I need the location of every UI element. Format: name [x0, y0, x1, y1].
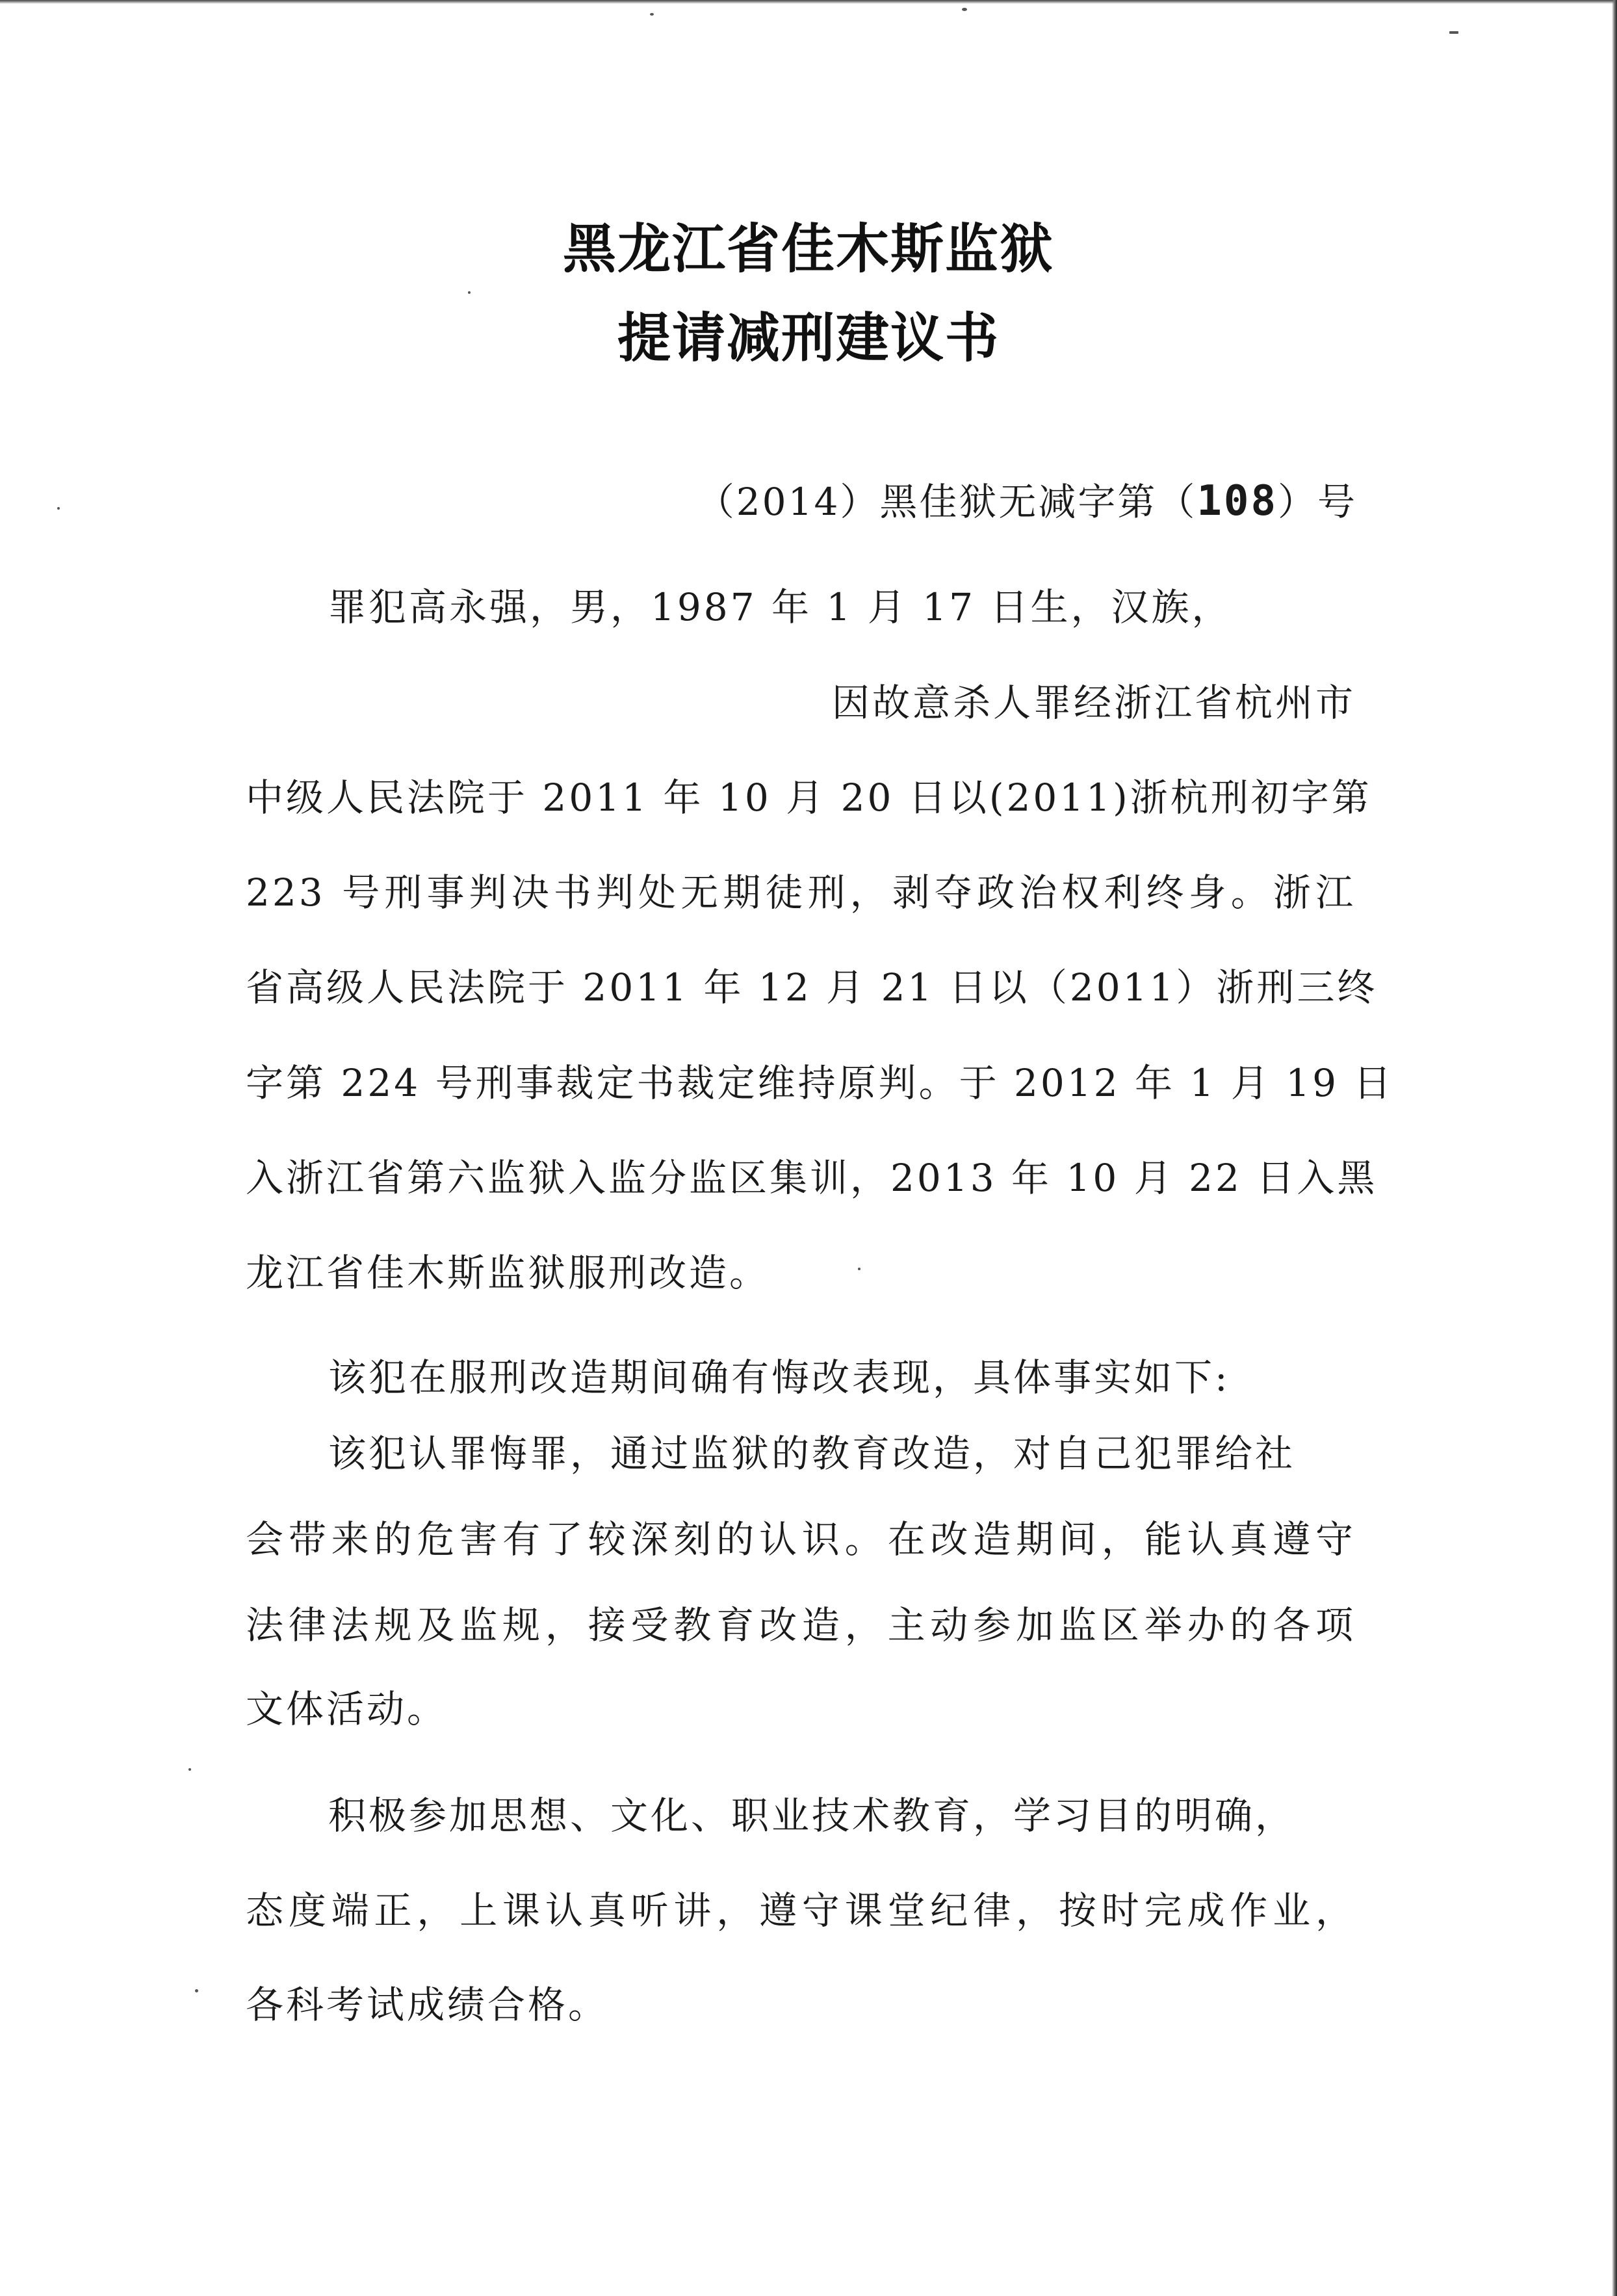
body-line: 态度端正，上课认真听讲，遵守课堂纪律，按时完成作业，: [246, 1888, 1356, 1933]
document-title-line-2: 提请减刑建议书: [617, 307, 1000, 369]
body-line: 223 号刑事判决书判处无期徒刑，剥夺政治权利终身。浙江: [246, 870, 1356, 915]
body-line: 法律法规及监规，接受教育改造，主动参加监区举办的各项: [246, 1603, 1356, 1647]
body-line: 因故意杀人罪经浙江省杭州市: [831, 681, 1356, 725]
body-line: 该犯认罪悔罪，通过监狱的教育改造，对自己犯罪给社: [328, 1431, 1296, 1476]
scan-speck: [57, 507, 60, 510]
scan-speck: [468, 291, 471, 294]
document-number: [697, 471, 1357, 526]
body-line: 积极参加思想、文化、职业技术教育，学习目的明确，: [328, 1794, 1296, 1838]
scan-edge-top: [0, 0, 1617, 4]
body-line: 会带来的危害有了较深刻的认识。在改造期间，能认真遵守: [246, 1517, 1356, 1561]
scan-speck: [195, 1989, 198, 1992]
body-line: 字第 224 号刑事裁定书裁定维持原判。于 2012 年 1 月 19 日: [246, 1061, 1394, 1105]
body-line: 各科考试成绩合格。: [246, 1983, 609, 2027]
body-line: 该犯在服刑改造期间确有悔改表现，具体事实如下:: [328, 1355, 1230, 1400]
body-line: 入浙江省第六监狱入监分监区集训，2013 年 10 月 22 日入黑: [246, 1156, 1378, 1200]
body-line: 省高级人民法院于 2011 年 12 月 21 日以（2011）浙刑三终: [246, 965, 1378, 1010]
body-line: 罪犯高永强，男，1987 年 1 月 17 日生，汉族，: [328, 585, 1232, 629]
body-line: 中级人民法院于 2011 年 10 月 20 日以(2011)浙杭刑初字第: [246, 776, 1372, 820]
body-line: 文体活动。: [246, 1687, 448, 1731]
scan-speck: [1449, 31, 1458, 34]
scan-speck: [188, 1768, 191, 1771]
document-number-suffix: ）号: [1277, 480, 1357, 524]
scan-speck: [962, 8, 967, 11]
document-title-line-1: 黑龙江省佳木斯监狱: [562, 218, 1054, 280]
document-number-value: 108: [1197, 477, 1278, 525]
body-line: 龙江省佳木斯监狱服刑改造。: [246, 1251, 770, 1295]
scan-speck: [858, 1268, 860, 1270]
scan-speck: [650, 13, 654, 16]
document-number-prefix: （2014）黑佳狱无减字第（: [696, 480, 1197, 524]
